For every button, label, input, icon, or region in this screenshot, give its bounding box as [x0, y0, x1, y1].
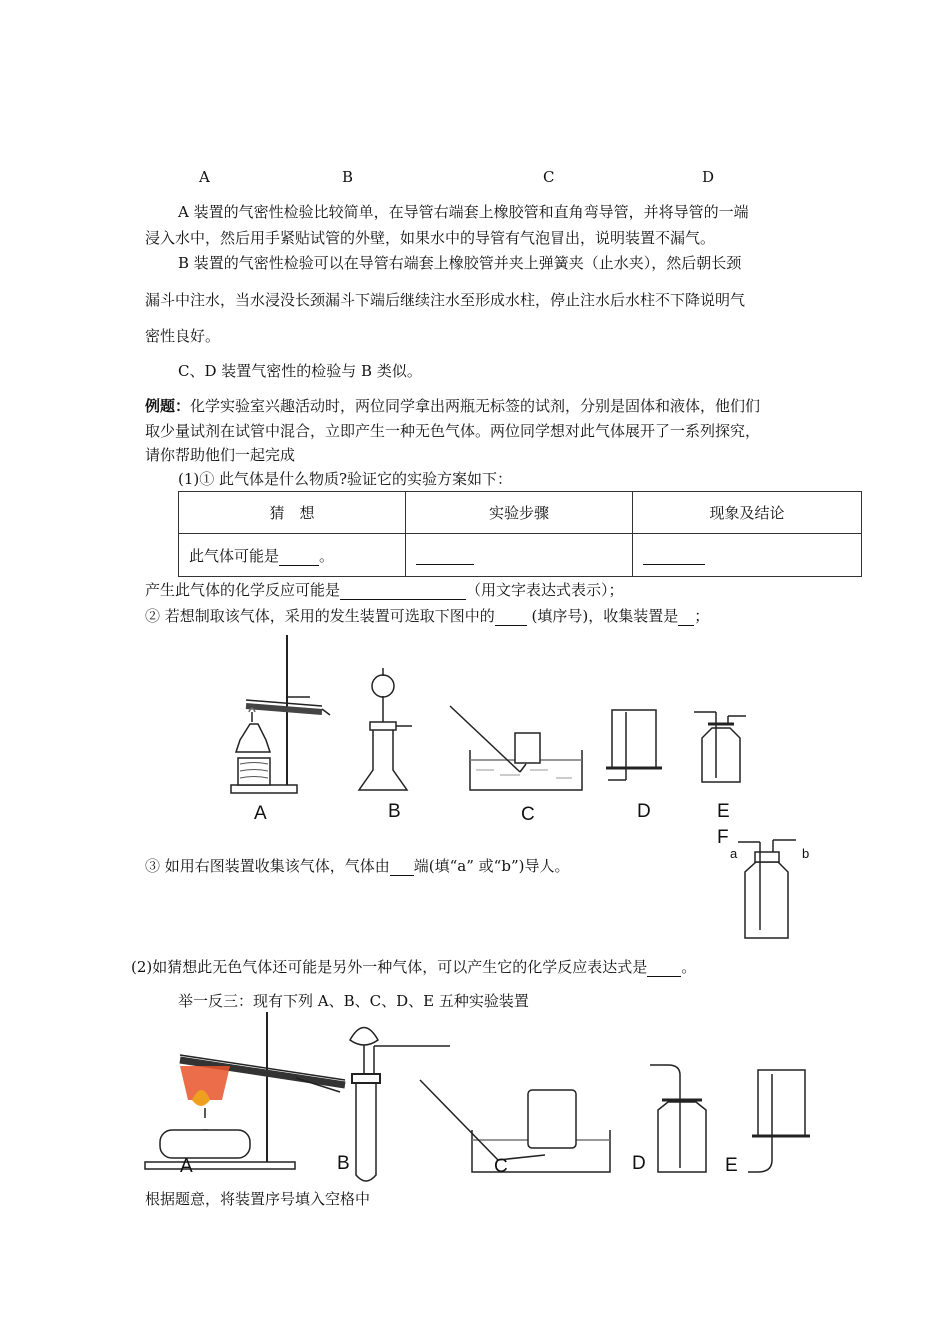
- practice-label-b: B: [337, 1153, 350, 1174]
- fig1-label-e: E: [717, 801, 730, 822]
- guess-text: 此气体可能是: [189, 546, 280, 565]
- practice-instruction: 根据题意，将装置序号填入空格中: [145, 1190, 371, 1208]
- guess-end: 。: [319, 546, 335, 565]
- practice-a-drawing: [145, 1012, 345, 1169]
- reaction-suffix: （用文字表达式表示）；: [466, 581, 624, 599]
- fig1-label-c: C: [521, 804, 535, 825]
- table-header-steps: 实验步骤: [406, 492, 633, 534]
- practice-c-drawing: [420, 1080, 610, 1172]
- top-label-b: B: [342, 168, 354, 186]
- top-label-c: C: [543, 168, 555, 186]
- port-b-label: b: [802, 846, 810, 861]
- top-label-d: D: [702, 168, 715, 186]
- practice-e-drawing: [748, 1070, 810, 1172]
- q4-suffix: 。: [681, 958, 697, 976]
- practice-intro: 举一反三：现有下列 A、B、C、D、E 五种实验装置: [178, 992, 529, 1010]
- table-header-result: 现象及结论: [633, 492, 862, 534]
- fig1-label-f: F: [717, 827, 729, 848]
- practice-label-e: E: [725, 1155, 738, 1176]
- example-label: 例题：: [145, 397, 191, 415]
- reaction-prefix: 产生此气体的化学反应可能是: [145, 581, 341, 599]
- practice-label-a: A: [180, 1156, 193, 1177]
- example-line-3: 请你帮助他们一起完成: [145, 446, 296, 464]
- b-check-line-2: 漏斗中注水，当水浸没长颈漏斗下端后继续注水至形成水柱，停止注水后水柱不下降说明气: [145, 291, 746, 309]
- q3-suffix: 端(填“a” 或“b”)导人。: [413, 857, 570, 875]
- fig1-label-d: D: [637, 801, 651, 822]
- a-check-line-1: A 装置的气密性检验比较简单，在导管右端套上橡胶管和直角弯导管，并将导管的一端: [178, 203, 749, 221]
- q2-prefix: ② 若想制取该气体，采用的发生装置可选取下图中的: [145, 607, 495, 625]
- practice-label-d: D: [632, 1153, 646, 1174]
- b-check-line-3: 密性良好。: [145, 327, 221, 345]
- b-check-line-1: B 装置的气密性检验可以在导管右端套上橡胶管并夹上弹簧夹（止水夹），然后朝长颈: [178, 254, 742, 272]
- example-line-2: 取少量试剂在试管中混合，立即产生一种无色气体。两位同学想对此气体展开了一系列探究，: [145, 422, 761, 440]
- top-label-a: A: [199, 168, 210, 186]
- example-text-1: 化学实验室兴趣活动时，两位同学拿出两瓶无标签的试剂，分别是固体和液体，他们们: [190, 397, 761, 415]
- port-a-label: a: [730, 846, 738, 861]
- a-check-line-2: 浸入水中，然后用手紧贴试管的外壁，如果水中的导管有气泡冒出，说明装置不漏气。: [145, 229, 716, 247]
- q2-middle: (填序号)，收集装置是: [526, 607, 679, 625]
- practice-b-drawing: [350, 1028, 450, 1182]
- table-header-guess: 猜 想: [179, 492, 406, 534]
- fig1-label-a: A: [254, 803, 267, 824]
- q2-end: ；: [694, 607, 710, 625]
- q4-prefix: (2)如猜想此无色气体还可能是另外一种气体，可以产生它的化学反应表达式是: [131, 958, 648, 976]
- practice-label-c: C: [494, 1156, 508, 1177]
- practice-d-drawing: [650, 1065, 706, 1172]
- q3-prefix: ③ 如用右图装置收集该气体，气体由: [145, 857, 390, 875]
- fig1-label-b: B: [388, 801, 401, 822]
- cd-check: C、D 装置气密性的检验与 B 类似。: [178, 362, 422, 380]
- q1-intro: (1)① 此气体是什么物质?验证它的实验方案如下：: [178, 470, 513, 488]
